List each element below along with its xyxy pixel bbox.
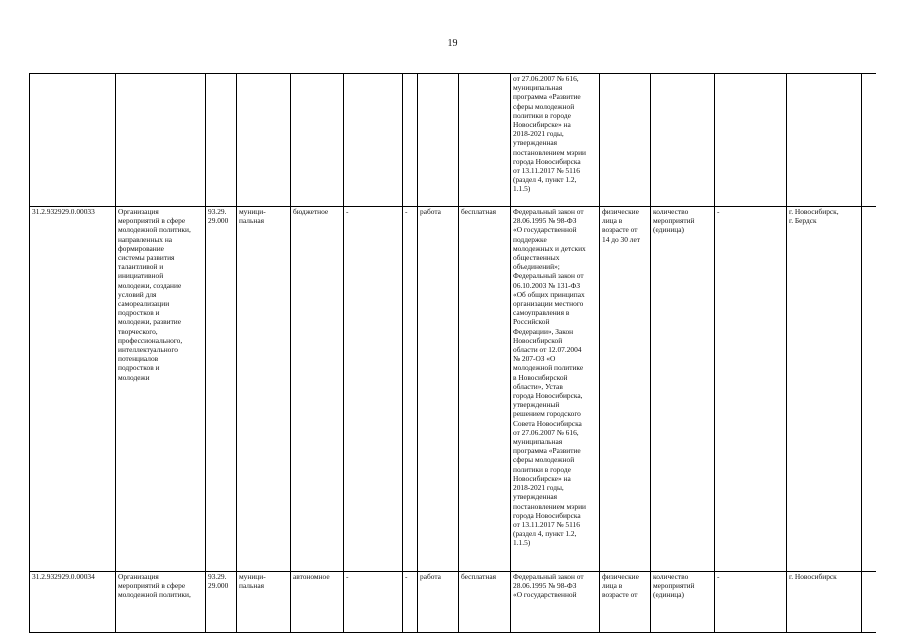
table-row [30, 572, 877, 633]
cell-payment [459, 74, 511, 207]
table-row [30, 207, 877, 572]
cell-category [237, 74, 291, 207]
cell-column-13: - [715, 572, 787, 633]
cell-indicator: количество мероприятий (единица) [651, 207, 715, 572]
cell-location [787, 74, 862, 207]
cell-column-7: - [403, 207, 418, 572]
cell-service-type: работа [418, 572, 459, 633]
cell-column-15 [862, 207, 877, 572]
cell-code: 31.2.932929.0.00034 [30, 572, 116, 633]
cell-column-15 [862, 74, 877, 207]
cell-column-7 [403, 74, 418, 207]
cell-column-6: - [344, 572, 403, 633]
page-number: 19 [447, 38, 458, 49]
cell-legal-basis: Федеральный закон от 28.06.1995 № 98-ФЗ «О государственной [511, 572, 600, 633]
cell-institution-type [291, 74, 344, 207]
cell-name: Организация мероприятий в сфере молодежной политики, направленных на формирование системы развития талантливой и инициативной молодежи, создание условий для самореализации подростков и молодежи, развитие творческого, профессионального, интеллектуального потенциалов подростков и молодежи [116, 207, 206, 572]
cell-location: г. Новосибирск, г. Бердск [787, 207, 862, 572]
table-row-continuation [30, 74, 877, 207]
cell-category: муници- пальная [237, 207, 291, 572]
services-table-container [29, 73, 876, 633]
cell-category: муници- пальная [237, 572, 291, 633]
cell-legal-basis: Федеральный закон от 28.06.1995 № 98-ФЗ «О государственной поддержке молодежных и детских общественных объединений»; Федеральный закон от 06.10.2003 № 131-ФЗ «Об общих принципах организации местного самоуправления в Российской Федерации», Закон Новосибирской области от 12.07.2004 № 207-ОЗ «О молодежной политике в Новосибирской области», Устав города Новосибирска, утвержденный решением городского Совета Новосибирска от 27.06.2007 № 616, муниципальная программа «Развитие сферы молодежной политики в городе Новосибирске» на 2018-2021 годы, утвержденная постановлением мэрии города Новосибирска от 13.11.2017 № 5116 (раздел 4, пункт 1.2, 1.1.5) [511, 207, 600, 572]
cell-okved: 93.29. 29.000 [206, 572, 237, 633]
cell-consumers: физические лица в возрасте от [600, 572, 651, 633]
cell-location: г. Новосибирск [787, 572, 862, 633]
cell-column-6 [344, 74, 403, 207]
cell-code [30, 74, 116, 207]
cell-okved: 93.29. 29.000 [206, 207, 237, 572]
cell-code: 31.2.932929.0.00033 [30, 207, 116, 572]
cell-legal-basis: от 27.06.2007 № 616, муниципальная программа «Развитие сферы молодежной политики в городе Новосибирске» на 2018-2021 годы, утвержденная постановлением мэрии города Новосибирска от 13.11.2017 № 5116 (раздел 4, пункт 1.2, 1.1.5) [511, 74, 600, 207]
cell-indicator [651, 74, 715, 207]
cell-service-type [418, 74, 459, 207]
cell-column-13 [715, 74, 787, 207]
cell-column-6: - [344, 207, 403, 572]
cell-column-7: - [403, 572, 418, 633]
cell-indicator: количество мероприятий (единица) [651, 572, 715, 633]
cell-payment: бесплатная [459, 572, 511, 633]
cell-service-type: работа [418, 207, 459, 572]
cell-name: Организация мероприятий в сфере молодежной политики, [116, 572, 206, 633]
cell-okved [206, 74, 237, 207]
cell-institution-type: автономное [291, 572, 344, 633]
cell-institution-type: бюджетное [291, 207, 344, 572]
cell-column-13: - [715, 207, 787, 572]
cell-consumers: физические лица в возрасте от 14 до 30 лет [600, 207, 651, 572]
cell-payment: бесплатная [459, 207, 511, 572]
cell-consumers [600, 74, 651, 207]
services-table [29, 73, 876, 633]
cell-column-15 [862, 572, 877, 633]
cell-name [116, 74, 206, 207]
